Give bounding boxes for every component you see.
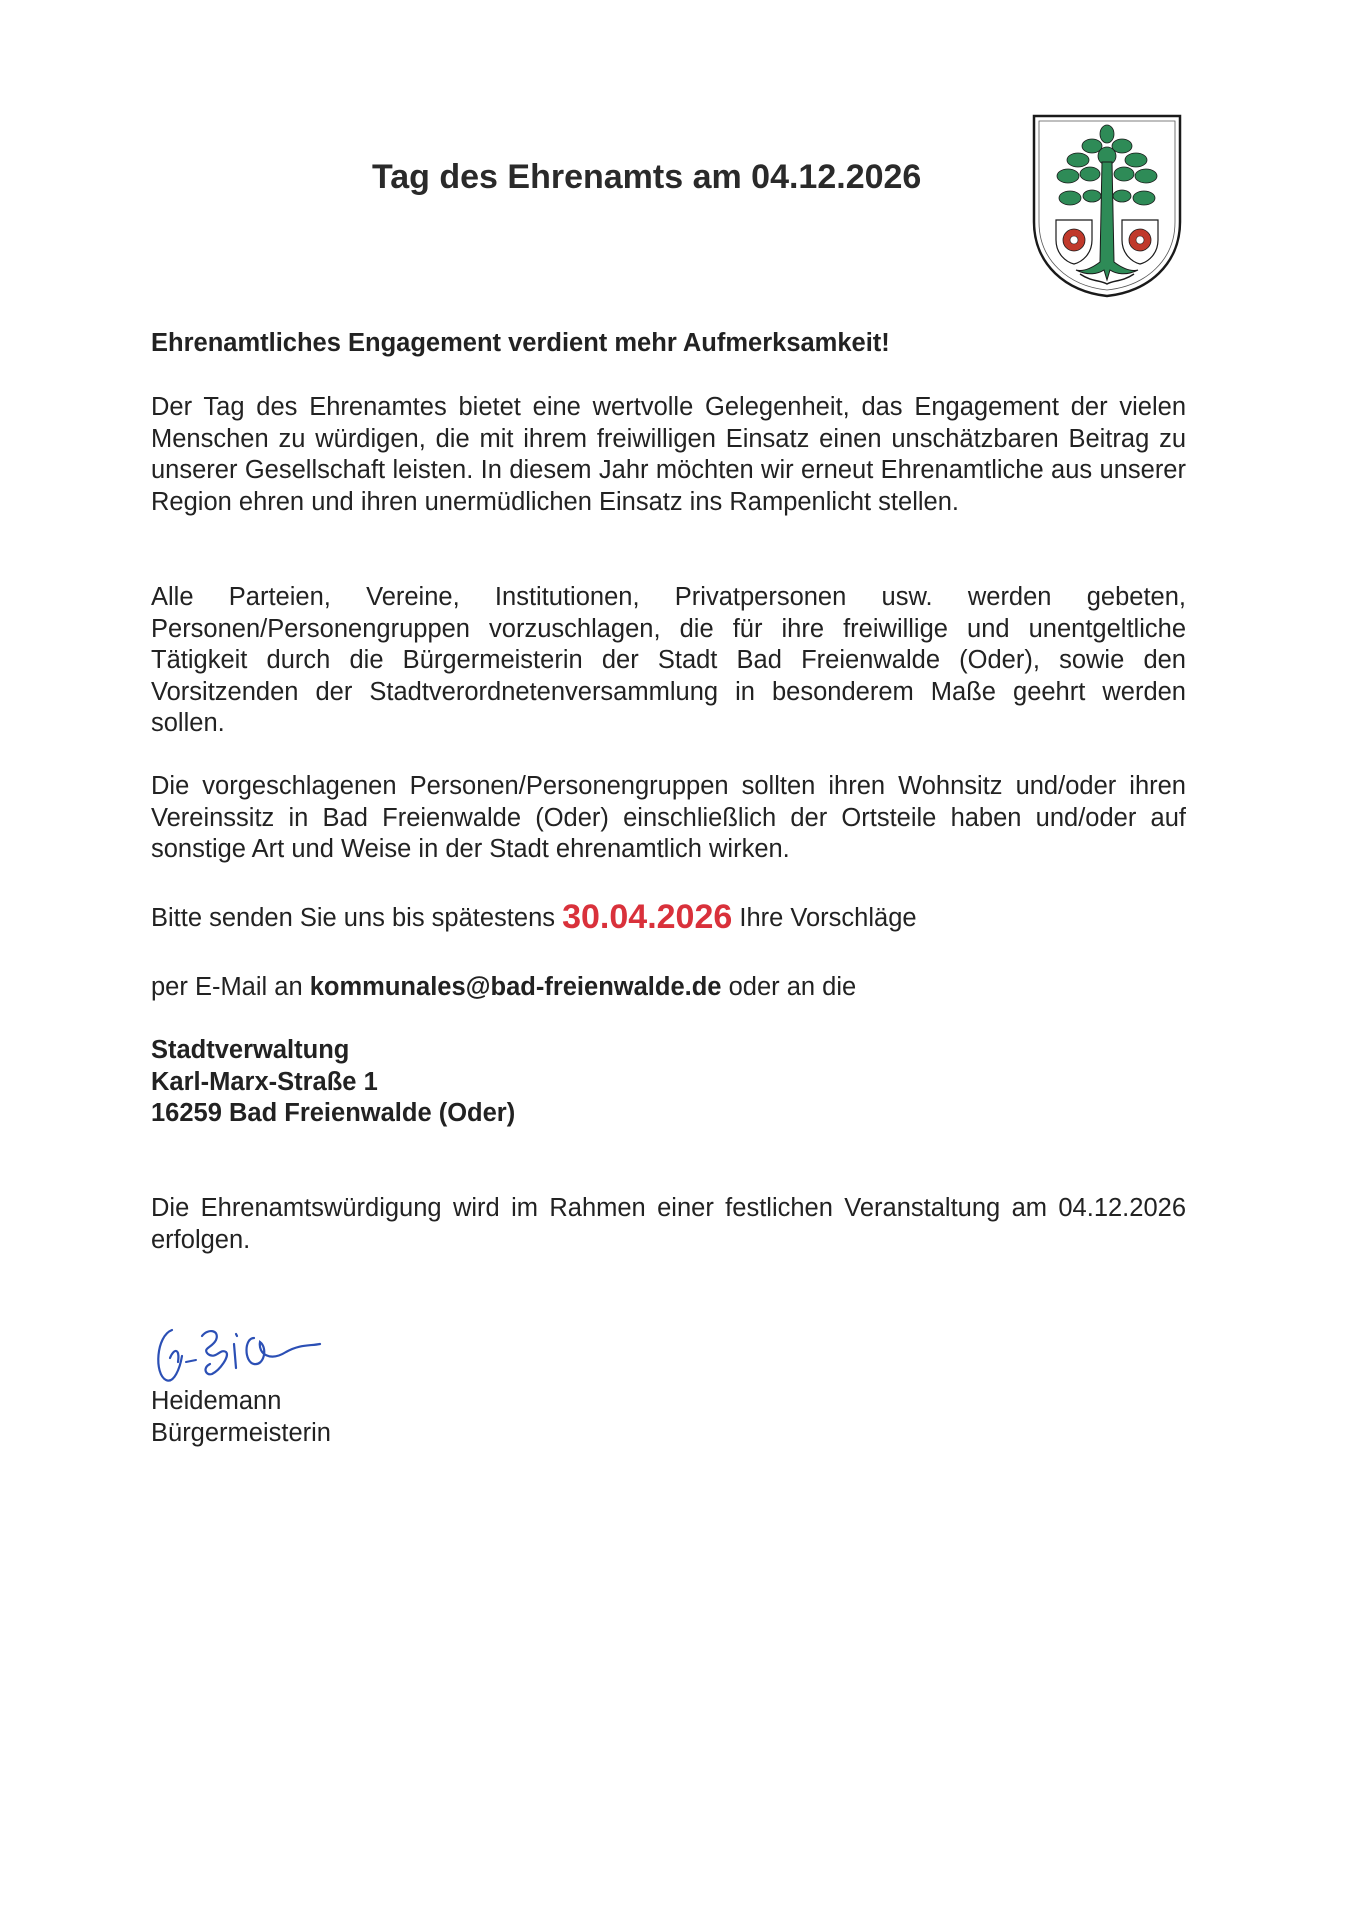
handwritten-signature-icon bbox=[150, 1318, 340, 1388]
page-title: Tag des Ehrenamts am 04.12.2026 bbox=[372, 158, 922, 196]
paragraph-call: Alle Parteien, Vereine, Institutionen, Privatpersonen usw. werden gebeten, Personen/Personengruppen vorzuschlagen, die für ihre freiwillige und unentgeltliche Tätigkeit durch die Bürgermeisterin der Stadt Bad Freienwalde (Oder), sowie den Vorsitzenden der Stadtverordnetenversammlung in besonderem Maße geehrt werden sollen. bbox=[151, 583, 1186, 737]
letter-heading: Ehrenamtliches Engagement verdient mehr Aufmerksamkeit! bbox=[151, 329, 890, 357]
paragraph-ceremony: Die Ehrenamtswürdigung wird im Rahmen einer festlichen Veranstaltung am 04.12.2026 erfolgen. bbox=[151, 1194, 1186, 1254]
paragraph-criteria: Die vorgeschlagenen Personen/Personengruppen sollten ihren Wohnsitz und/oder ihren Vereinssitz in Bad Freienwalde (Oder) einschließlich der Ortsteile haben und/oder auf sonstige Art und Weise in der Stadt ehrenamtlich wirken. bbox=[151, 772, 1186, 863]
contact-suffix: oder an die bbox=[728, 973, 857, 1001]
contact-email-link[interactable]: kommunales@bad-freienwalde.de bbox=[309, 973, 722, 1001]
address-line-2: Karl-Marx-Straße 1 bbox=[151, 1067, 378, 1096]
signer-role: Bürgermeisterin bbox=[151, 1419, 331, 1447]
coat-of-arms-icon bbox=[1030, 112, 1184, 300]
address-line-1: Stadtverwaltung bbox=[151, 1036, 350, 1064]
paragraph-intro: Der Tag des Ehrenamtes bietet eine wertvolle Gelegenheit, das Engagement der vielen Menschen zu würdigen, die mit ihrem freiwilligen Einsatz einen unschätzbaren Beitrag zu unserer Gesellschaft leisten. In diesem Jahr möchten wir erneut Ehrenamtliche aus unserer Region ehren und ihren unermüdlichen Einsatz ins Rampenlicht stellen. bbox=[151, 393, 1186, 516]
deadline-suffix: Ihre Vorschläge bbox=[739, 904, 917, 932]
deadline-date: 30.04.2026 bbox=[562, 898, 733, 936]
postal-address bbox=[151, 1035, 1186, 1130]
contact-prefix: per E-Mail an bbox=[151, 973, 303, 1001]
deadline-line bbox=[151, 898, 1186, 936]
signer-name: Heidemann bbox=[151, 1387, 282, 1415]
deadline-prefix: Bitte senden Sie uns bis spätestens bbox=[151, 904, 556, 932]
contact-line bbox=[151, 972, 1186, 1004]
signer-block bbox=[151, 1385, 1186, 1449]
address-line-3: 16259 Bad Freienwalde (Oder) bbox=[151, 1099, 516, 1127]
